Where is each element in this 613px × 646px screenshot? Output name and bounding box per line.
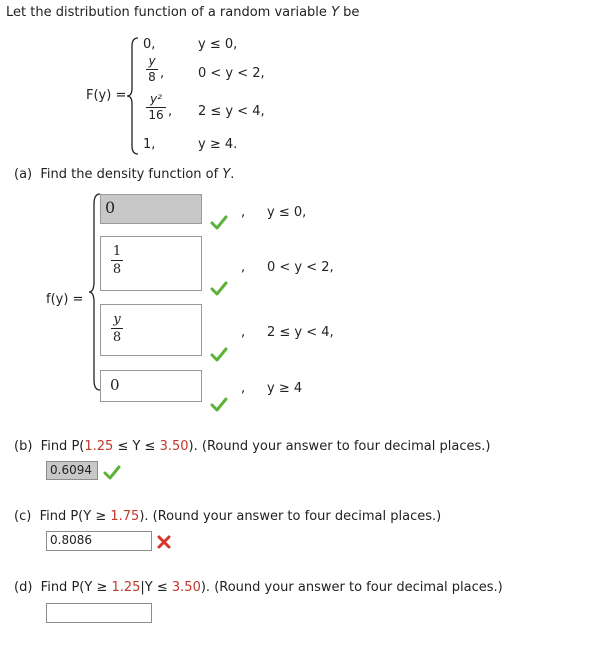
cdf-case4-value: 1,: [143, 137, 156, 152]
cdf-label: F(y) =: [86, 88, 127, 103]
check-icon: [210, 396, 228, 412]
pdf-answer-3-fraction: y 8: [112, 312, 122, 345]
cdf-case2-cond: 0 < y < 2,: [198, 66, 265, 81]
pdf-answer-3[interactable]: [100, 304, 202, 356]
cdf-case3-fraction: y² 16: [146, 93, 166, 122]
pdf-row3-comma: ,: [241, 325, 246, 340]
cdf-case1-cond: y ≤ 0,: [198, 37, 238, 52]
cdf-case4-cond: y ≥ 4.: [198, 137, 238, 152]
cdf-case3-cond: 2 ≤ y < 4,: [198, 104, 265, 119]
part-c-answer-field[interactable]: 0.8086: [46, 531, 152, 551]
cdf-case1-value: 0,: [143, 37, 156, 52]
x-icon: [157, 535, 171, 549]
pdf-answer-2[interactable]: [100, 236, 202, 291]
pdf-row1-cond: y ≤ 0,: [267, 205, 307, 220]
check-icon: [210, 214, 228, 230]
pdf-row4-comma: ,: [241, 381, 246, 396]
part-b-question: (b) Find P(1.25 ≤ Y ≤ 3.50). (Round your answer to four decimal places.): [14, 439, 491, 454]
pdf-row2-cond: 0 < y < 2,: [267, 260, 334, 275]
pdf-label: f(y) =: [46, 292, 84, 307]
pdf-row4-cond: y ≥ 4: [267, 381, 303, 396]
part-c-question: (c) Find P(Y ≥ 1.75). (Round your answer to four decimal places.): [14, 509, 442, 524]
cdf-brace: [126, 36, 140, 156]
pdf-row1-comma: ,: [241, 205, 246, 220]
check-icon: [210, 280, 228, 296]
cdf-case2-fraction: y 8: [146, 55, 158, 84]
part-b-answer-field[interactable]: 0.6094: [46, 461, 98, 480]
check-icon: [103, 464, 121, 480]
pdf-answer-2-fraction: 1 8: [112, 244, 122, 277]
part-d-answer-field[interactable]: [46, 603, 152, 623]
pdf-answer-4[interactable]: 0: [100, 370, 202, 402]
cdf-case3-comma: ,: [168, 104, 173, 119]
intro-text: Let the distribution function of a random variable Y be: [6, 5, 360, 20]
part-a-question: (a) Find the density function of Y.: [14, 167, 235, 182]
cdf-case2-comma: ,: [160, 66, 165, 81]
pdf-row3-cond: 2 ≤ y < 4,: [267, 325, 334, 340]
check-icon: [210, 346, 228, 362]
pdf-row2-comma: ,: [241, 260, 246, 275]
part-d-question: (d) Find P(Y ≥ 1.25|Y ≤ 3.50). (Round your answer to four decimal places.): [14, 580, 503, 595]
pdf-answer-1[interactable]: 0: [100, 194, 202, 224]
